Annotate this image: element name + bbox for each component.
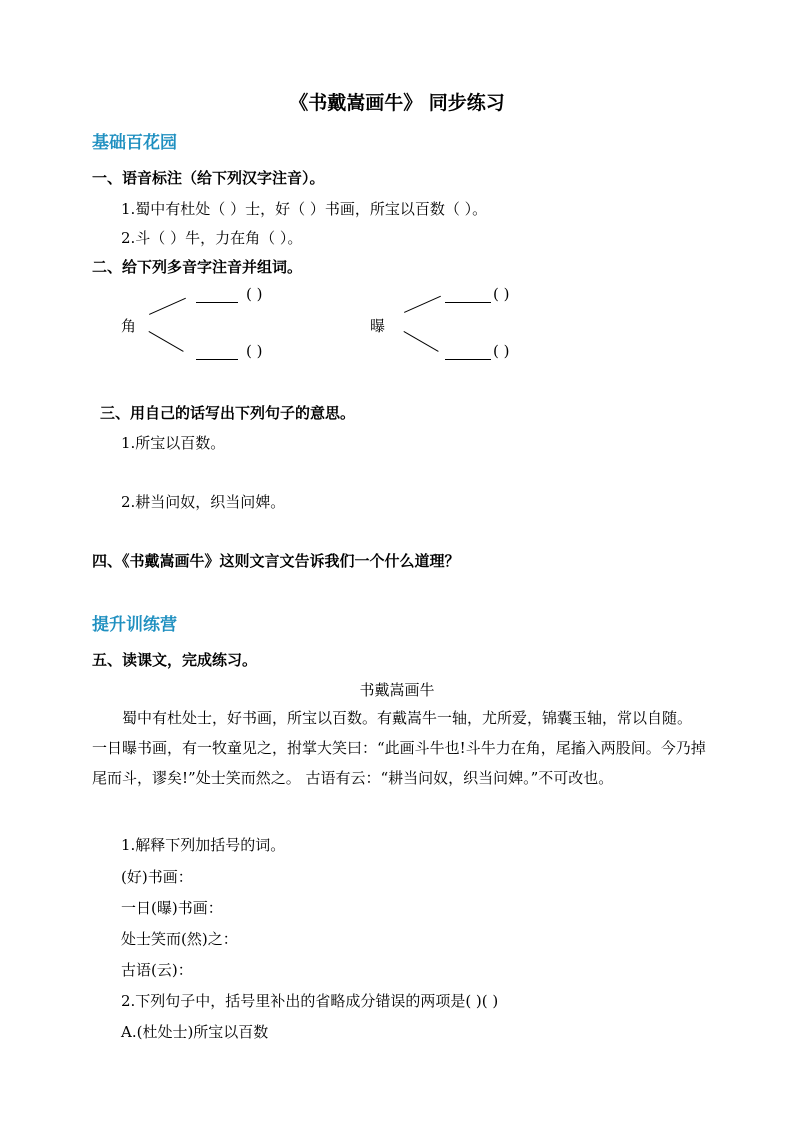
branch-line-lower [149, 331, 184, 352]
word-explain-2: 一日(曝)书画： [121, 899, 223, 917]
passage-title: 书戴嵩画牛 [359, 681, 435, 699]
question-5-heading: 五、读课文，完成练习。 [92, 651, 258, 669]
answer-paren: ( ) [493, 342, 510, 360]
question-3-item-1: 1.所宝以百数。 [121, 434, 226, 452]
question-3-heading: 三、用自己的话写出下列句子的意思。 [100, 404, 356, 422]
question-3-item-2: 2.耕当问奴，织当问婢。 [121, 493, 286, 511]
option-a: A.(杜处士)所宝以百数 [121, 1023, 269, 1041]
question-5-sub-1: 1.解释下列加括号的词。 [121, 836, 286, 854]
question-2-heading: 二、给下列多音字注音并组词。 [92, 258, 303, 276]
answer-paren: ( ) [493, 285, 510, 303]
branch-line-upper [404, 296, 441, 313]
polyphonic-char-2: 曝 [370, 317, 386, 335]
polyphonic-char-1: 角 [121, 317, 137, 335]
passage-text: 蜀中有杜处士，好书画，所宝以百数。有戴嵩牛一轴，尤所爱，锦囊玉轴，常以自随。一日曝书画，有一牧童见之，拊掌大笑曰：“此画斗牛也!斗牛力在角，尾搐入两股间。今乃掉尾而斗，谬矣!”处士笑而然之。 古语有云：“耕当问奴，织当问婢。”不可改也。 [92, 709, 706, 787]
word-explain-3: 处士笑而(然)之： [121, 930, 238, 948]
section-heading-advanced: 提升训练营 [92, 615, 177, 635]
question-5-sub-2: 2.下列句子中，括号里补出的省略成分错误的两项是( )( ) [121, 992, 499, 1010]
question-1-heading: 一、语音标注（给下列汉字注音）。 [92, 169, 325, 187]
answer-blank [445, 302, 491, 303]
answer-paren: ( ) [246, 342, 263, 360]
word-explain-1: (好)书画： [121, 868, 193, 886]
question-1-item-1: 1.蜀中有杜处（ ）士，好（ ）书画，所宝以百数（ ）。 [121, 200, 488, 218]
word-explain-4: 古语(云)： [121, 961, 193, 979]
answer-blank [196, 359, 238, 360]
page-title: 《书戴嵩画牛》 同步练习 [289, 92, 505, 114]
question-1-item-2: 2.斗（ ）牛，力在角（ ）。 [121, 229, 303, 247]
branch-line-lower [404, 331, 439, 352]
question-4-heading: 四、《书戴嵩画牛》这则文言文告诉我们一个什么道理？ [92, 552, 460, 570]
answer-blank [196, 302, 238, 303]
answer-paren: ( ) [246, 285, 263, 303]
branch-line-upper [149, 298, 186, 315]
section-heading-basic: 基础百花园 [92, 133, 177, 153]
answer-blank [445, 359, 491, 360]
